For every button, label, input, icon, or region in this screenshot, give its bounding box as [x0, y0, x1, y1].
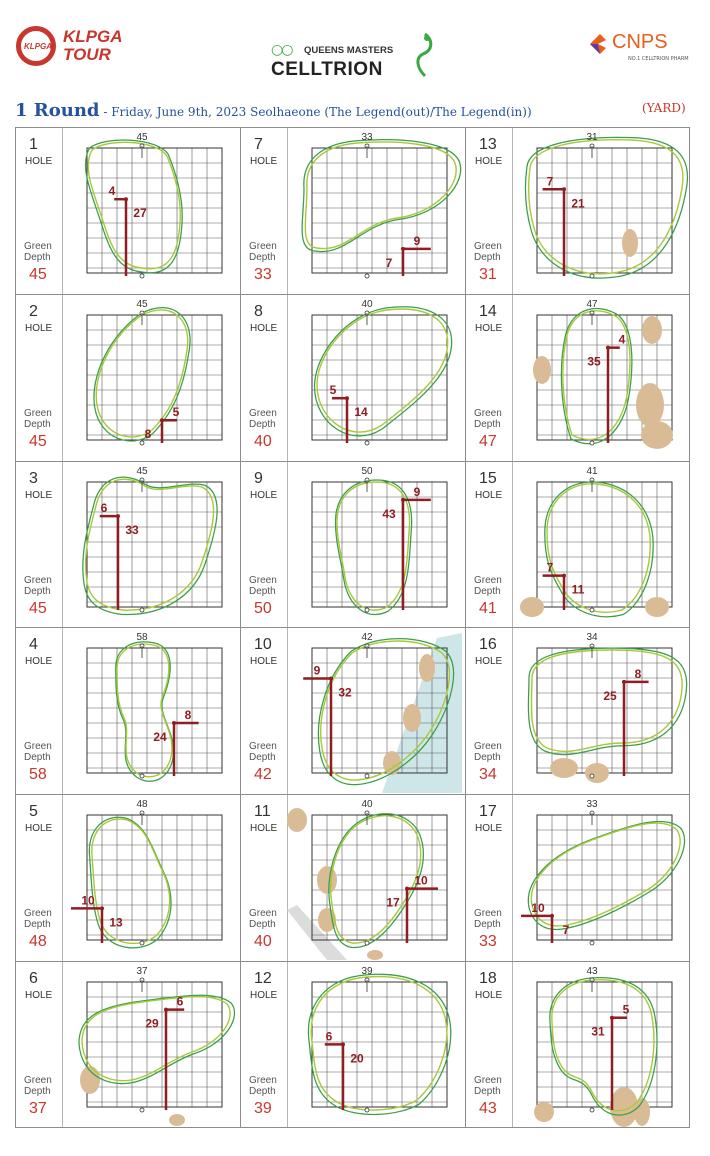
grid-frame [312, 148, 447, 273]
back-marker [140, 274, 144, 278]
green-depth-value: 58 [29, 766, 47, 783]
bunker [520, 597, 544, 617]
hole-label: HOLE [475, 323, 503, 334]
pin-depth-distance: 8 [144, 427, 152, 442]
depth-label: Depth [249, 586, 276, 597]
klpga-tour-logo [16, 26, 136, 70]
pin-side-distance: 10 [531, 900, 545, 915]
celltrion-circles-icon: ○○ [271, 42, 292, 58]
green-diagram [62, 628, 240, 793]
bunker [533, 356, 551, 384]
green-depth-label [474, 908, 502, 930]
bunker [317, 866, 337, 894]
hole-label: HOLE [250, 323, 278, 334]
back-marker [365, 1108, 369, 1112]
green-label: Green [24, 741, 52, 752]
pin-position-grid [15, 127, 690, 1126]
green-label: Green [24, 408, 52, 419]
green-depth-value: 41 [479, 600, 497, 617]
green-label: Green [474, 908, 502, 919]
green-depth-label [24, 741, 52, 763]
hole-label: HOLE [25, 656, 53, 667]
hole-label: HOLE [25, 323, 53, 334]
green-depth-label [24, 575, 52, 597]
hole-cell-2 [15, 294, 241, 462]
golfer-swoosh-icon [411, 32, 435, 80]
back-marker [365, 441, 369, 445]
pin-depth-distance: 11 [571, 582, 585, 597]
green-depth-top-label: 39 [361, 966, 373, 977]
grid-frame [87, 148, 222, 273]
hole-label: HOLE [25, 156, 53, 167]
bunker [622, 229, 638, 257]
green-depth-value: 50 [254, 600, 272, 617]
pin-side-distance: 9 [313, 663, 321, 678]
green-diagram [512, 295, 690, 460]
pin-side-distance: 10 [414, 873, 428, 888]
hole-cell-6 [15, 961, 241, 1128]
green-inner-edge [92, 819, 170, 943]
depth-label: Depth [24, 419, 51, 430]
hole-label: HOLE [250, 490, 278, 501]
pin-marker [329, 676, 333, 680]
pin-side-distance: 7 [546, 174, 554, 189]
pin-depth-distance: 31 [591, 1024, 605, 1039]
hole-number: 10 [254, 636, 272, 653]
green-depth-value: 33 [254, 266, 272, 283]
green-diagram [287, 795, 465, 960]
back-marker [365, 608, 369, 612]
klpga-wreath-icon [16, 26, 56, 66]
green-diagram [512, 128, 690, 293]
unit-label: (YARD) [642, 101, 686, 115]
green-label: Green [474, 741, 502, 752]
bunker [585, 763, 609, 783]
hole-number: 11 [254, 803, 271, 820]
back-marker [590, 774, 594, 778]
green-outer-edge [302, 140, 460, 252]
bunker [636, 383, 664, 427]
pin-marker [562, 187, 566, 191]
green-depth-value: 45 [29, 433, 47, 450]
depth-label: Depth [474, 1086, 501, 1097]
hole-cell-8 [240, 294, 466, 462]
hole-cell-5 [15, 794, 241, 962]
green-label: Green [474, 1075, 502, 1086]
hole-label: HOLE [475, 156, 503, 167]
back-marker [590, 441, 594, 445]
depth-label: Depth [24, 252, 51, 263]
bunker [534, 1102, 554, 1122]
green-depth-label [249, 741, 277, 763]
pin-depth-distance: 29 [145, 1016, 159, 1031]
green-outer-edge [561, 309, 631, 444]
cnps-logo [586, 32, 696, 68]
green-depth-label [249, 241, 277, 263]
green-inner-edge [531, 823, 680, 926]
pin-side-distance: 8 [634, 666, 642, 681]
green-diagram [62, 295, 240, 460]
green-outer-edge [545, 482, 653, 617]
green-depth-top-label: 33 [361, 132, 373, 143]
round-detail: - Friday, June 9th, 2023 Seolhaeone (The Legend(out)/The Legend(in)) [99, 105, 532, 119]
cnps-wordmark: CNPS [612, 31, 668, 53]
pin-marker [610, 1016, 614, 1020]
depth-label: Depth [24, 586, 51, 597]
green-diagram [512, 628, 690, 793]
bunker [367, 950, 383, 960]
hole-number: 13 [479, 136, 497, 153]
green-label: Green [249, 741, 277, 752]
bunker [287, 808, 307, 832]
klpga-tour-wordmark: KLPGA TOUR [63, 27, 122, 64]
green-outer-edge [315, 307, 452, 436]
green-diagram [62, 462, 240, 627]
hole-label: HOLE [250, 990, 278, 1001]
hole-label: HOLE [250, 156, 278, 167]
hole-cell-1 [15, 127, 241, 295]
depth-label: Depth [249, 419, 276, 430]
depth-label: Depth [24, 752, 51, 763]
hole-number: 12 [254, 970, 272, 987]
green-depth-top-label: 50 [361, 466, 373, 477]
hole-number: 5 [29, 803, 38, 820]
green-depth-value: 33 [479, 933, 497, 950]
green-outer-edge [336, 480, 412, 615]
back-marker [365, 941, 369, 945]
hole-number: 15 [479, 470, 497, 487]
green-depth-label [474, 1075, 502, 1097]
green-depth-top-label: 34 [586, 632, 598, 643]
hole-cell-7 [240, 127, 466, 295]
green-depth-value: 45 [29, 266, 47, 283]
green-depth-top-label: 48 [136, 799, 148, 810]
green-diagram [512, 795, 690, 960]
pin-side-distance: 9 [413, 484, 421, 499]
green-diagram [287, 295, 465, 460]
cnps-mark-icon [586, 32, 610, 56]
green-depth-value: 40 [254, 433, 272, 450]
grid-frame [537, 815, 672, 940]
green-label: Green [24, 908, 52, 919]
pin-side-distance: 9 [413, 233, 421, 248]
pin-marker [100, 906, 104, 910]
green-depth-top-label: 45 [136, 132, 148, 143]
green-depth-value: 47 [479, 433, 497, 450]
green-depth-value: 48 [29, 933, 47, 950]
back-marker [590, 608, 594, 612]
hole-cell-17 [465, 794, 690, 962]
hole-number: 1 [29, 136, 38, 153]
green-depth-value: 34 [479, 766, 497, 783]
green-outer-edge [550, 978, 657, 1116]
green-depth-top-label: 40 [361, 299, 373, 310]
bunker [550, 758, 578, 778]
depth-label: Depth [474, 419, 501, 430]
pin-side-distance: 5 [172, 405, 180, 420]
green-diagram [287, 128, 465, 293]
green-outer-edge [83, 477, 217, 614]
pin-side-distance: 8 [184, 708, 192, 723]
green-depth-value: 42 [254, 766, 272, 783]
pin-side-distance: 6 [325, 1029, 333, 1044]
round-main: 1 Round [15, 100, 100, 121]
pin-marker [124, 197, 128, 201]
hole-label: HOLE [25, 990, 53, 1001]
back-marker [590, 274, 594, 278]
green-label: Green [24, 241, 52, 252]
spacer [292, 967, 317, 1122]
grid-frame [87, 648, 222, 773]
hole-number: 8 [254, 303, 263, 320]
pin-marker [401, 498, 405, 502]
hole-label: HOLE [250, 823, 278, 834]
pin-marker [164, 1008, 168, 1012]
hole-cell-13 [465, 127, 690, 295]
green-inner-edge [305, 142, 456, 249]
green-depth-top-label: 31 [586, 132, 598, 143]
back-marker [140, 1108, 144, 1112]
pin-depth-distance: 20 [350, 1051, 364, 1066]
green-depth-top-label: 45 [136, 466, 148, 477]
green-diagram [62, 795, 240, 960]
green-depth-label [24, 908, 52, 930]
pin-side-distance: 6 [176, 994, 184, 1009]
pin-side-distance: 5 [622, 1002, 630, 1017]
grid-frame [537, 982, 672, 1107]
green-depth-top-label: 33 [586, 799, 598, 810]
back-marker [365, 774, 369, 778]
pin-marker [345, 396, 349, 400]
depth-label: Depth [249, 252, 276, 263]
hole-number: 6 [29, 970, 38, 987]
queens-masters-text: QUEENS MASTERS [304, 45, 394, 56]
hole-cell-4 [15, 627, 241, 795]
green-inner-edge [337, 482, 410, 610]
hole-number: 18 [479, 970, 497, 987]
hole-number: 2 [29, 303, 38, 320]
pin-marker [116, 514, 120, 518]
depth-label: Depth [249, 1086, 276, 1097]
green-depth-top-label: 47 [586, 299, 598, 310]
green-diagram [512, 462, 690, 627]
green-diagram [62, 962, 240, 1127]
pin-side-distance: 4 [618, 332, 626, 347]
green-depth-label [24, 408, 52, 430]
grid-frame [87, 315, 222, 440]
green-depth-top-label: 43 [586, 966, 598, 977]
pin-depth-distance: 13 [109, 915, 123, 930]
hole-cell-12 [240, 961, 466, 1128]
green-label: Green [474, 408, 502, 419]
green-diagram [287, 628, 465, 793]
pin-depth-distance: 35 [587, 354, 601, 369]
pin-marker [341, 1042, 345, 1046]
hole-number: 9 [254, 470, 263, 487]
back-marker [590, 941, 594, 945]
hole-number: 14 [479, 303, 497, 320]
hole-label: HOLE [475, 990, 503, 1001]
hole-number: 7 [254, 136, 263, 153]
hole-cell-16 [465, 627, 690, 795]
green-label: Green [249, 408, 277, 419]
green-depth-label [24, 1075, 52, 1097]
green-depth-top-label: 42 [361, 632, 373, 643]
depth-label: Depth [249, 919, 276, 930]
green-inner-edge [86, 479, 214, 610]
green-depth-label [249, 575, 277, 597]
depth-label: Depth [474, 586, 501, 597]
pin-depth-distance: 24 [153, 730, 167, 745]
pin-marker [172, 721, 176, 725]
pin-depth-distance: 7 [562, 922, 570, 937]
green-depth-label [249, 908, 277, 930]
green-depth-top-label: 37 [136, 966, 148, 977]
hole-cell-9 [240, 461, 466, 629]
green-depth-top-label: 41 [586, 466, 598, 477]
queens-masters-celltrion-logo [271, 32, 441, 82]
bunker [419, 654, 435, 682]
pin-depth-distance: 33 [125, 523, 139, 538]
bunker [610, 1087, 638, 1127]
green-depth-top-label: 58 [136, 632, 148, 643]
green-diagram [512, 962, 690, 1127]
bunker [642, 316, 662, 344]
pin-marker [562, 574, 566, 578]
green-label: Green [474, 575, 502, 586]
pin-depth-distance: 25 [603, 688, 617, 703]
green-label: Green [24, 1075, 52, 1086]
celltrion-wordmark: CELLTRION [271, 59, 383, 80]
cnps-subtitle: NO.1 CELLTRION PHARM [628, 56, 689, 62]
green-label: Green [474, 241, 502, 252]
green-inner-edge [317, 309, 448, 432]
back-marker [590, 1108, 594, 1112]
hole-cell-15 [465, 461, 690, 629]
grid-frame [87, 815, 222, 940]
pin-marker [550, 914, 554, 918]
pin-depth-distance: 27 [133, 206, 147, 221]
green-depth-label [474, 741, 502, 763]
green-label: Green [249, 575, 277, 586]
pin-depth-distance: 7 [385, 255, 393, 270]
hole-label: HOLE [475, 823, 503, 834]
green-depth-label [249, 408, 277, 430]
green-depth-value: 45 [29, 600, 47, 617]
depth-label: Depth [24, 919, 51, 930]
pin-side-distance: 5 [329, 383, 337, 398]
hole-number: 4 [29, 636, 38, 653]
green-depth-label [24, 241, 52, 263]
green-diagram [287, 462, 465, 627]
depth-label: Depth [474, 752, 501, 763]
hole-label: HOLE [475, 490, 503, 501]
pin-side-distance: 7 [546, 560, 554, 575]
hole-cell-10 [240, 627, 466, 795]
hole-number: 3 [29, 470, 38, 487]
hole-cell-11 [240, 794, 466, 962]
pin-depth-distance: 21 [571, 196, 585, 211]
green-depth-label [474, 241, 502, 263]
green-depth-value: 39 [254, 1100, 272, 1117]
hole-cell-18 [465, 961, 690, 1128]
green-label: Green [24, 575, 52, 586]
pin-marker [405, 887, 409, 891]
bunker [641, 421, 673, 449]
hole-label: HOLE [25, 490, 53, 501]
pin-marker [622, 680, 626, 684]
green-depth-top-label: 45 [136, 299, 148, 310]
green-diagram [62, 128, 240, 293]
green-label: Green [249, 241, 277, 252]
depth-label: Depth [474, 919, 501, 930]
pin-side-distance: 4 [108, 184, 116, 199]
green-depth-value: 40 [254, 933, 272, 950]
back-marker [140, 774, 144, 778]
hole-number: 16 [479, 636, 497, 653]
pin-depth-distance: 32 [338, 685, 352, 700]
back-marker [140, 608, 144, 612]
hole-label: HOLE [25, 823, 53, 834]
green-label: Green [249, 1075, 277, 1086]
depth-label: Depth [474, 252, 501, 263]
green-diagram [287, 962, 465, 1127]
green-outer-edge [329, 814, 423, 948]
green-depth-value: 31 [479, 266, 497, 283]
back-marker [140, 941, 144, 945]
hole-label: HOLE [475, 656, 503, 667]
pin-depth-distance: 14 [354, 405, 368, 420]
green-depth-label [474, 575, 502, 597]
green-depth-value: 43 [479, 1100, 497, 1117]
round-title [15, 100, 532, 121]
back-marker [365, 274, 369, 278]
pin-marker [160, 418, 164, 422]
pin-marker [401, 247, 405, 251]
pin-depth-distance: 17 [386, 895, 400, 910]
hole-number: 17 [479, 803, 497, 820]
green-depth-label [249, 1075, 277, 1097]
green-depth-label [474, 408, 502, 430]
bunker [403, 704, 421, 732]
back-marker [140, 441, 144, 445]
hole-cell-3 [15, 461, 241, 629]
green-depth-top-label: 40 [361, 799, 373, 810]
pin-side-distance: 6 [100, 501, 108, 516]
hole-cell-14 [465, 294, 690, 462]
pin-side-distance: 10 [81, 893, 95, 908]
klpga-ring-text: KLPGA [24, 42, 52, 51]
bunker [645, 597, 669, 617]
hole-label: HOLE [250, 656, 278, 667]
depth-label: Depth [24, 1086, 51, 1097]
bunker [169, 1114, 185, 1126]
green-label: Green [249, 908, 277, 919]
pin-depth-distance: 43 [382, 506, 396, 521]
depth-label: Depth [249, 752, 276, 763]
pin-marker [606, 346, 610, 350]
green-outer-edge [525, 137, 687, 278]
green-depth-value: 37 [29, 1100, 47, 1117]
